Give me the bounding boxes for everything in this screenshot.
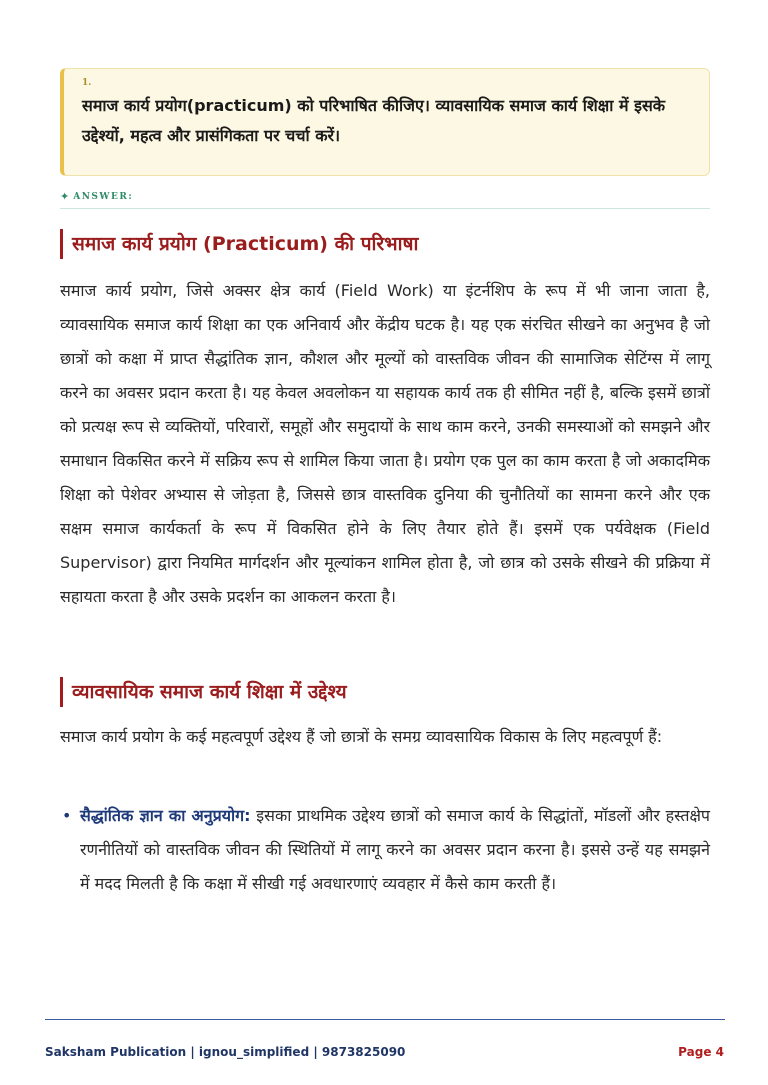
bullet-term: सैद्धांतिक ज्ञान का अनुप्रयोग: bbox=[80, 806, 251, 825]
answer-label-row bbox=[60, 186, 710, 209]
question-text: समाज कार्य प्रयोग(practicum) को परिभाषित कीजिए। व्यावसायिक समाज कार्य शिक्षा में इसके उद्देश्यों, महत्व और प्रासंगिकता पर चर्चा करें। bbox=[82, 96, 666, 145]
question-number: 1. bbox=[82, 78, 92, 88]
list-item bbox=[60, 799, 710, 901]
definition-paragraph: समाज कार्य प्रयोग, जिसे अक्सर क्षेत्र कार्य (Field Work) या इंटर्नशिप के रूप में भी जाना जाता है, व्यावसायिक समाज कार्य शिक्षा का एक अनिवार्य और केंद्रीय घटक है। यह एक संरचित सीखने का अनुभव है जो छात्रों को कक्षा में प्राप्त सैद्धांतिक ज्ञान, कौशल और मूल्यों को वास्तविक जीवन की सामाजिक सेटिंग्स में लागू करने का अवसर प्रदान करता है। यह केवल अवलोकन या सहायक कार्य तक ही सीमित नहीं है, बल्कि इसमें छात्रों को प्रत्यक्ष रूप से व्यक्तियों, परिवारों, समूहों और समुदायों के साथ काम करने, उनकी समस्याओं को समझने और समाधान विकसित करने में सक्रिय रूप से शामिल किया जाता है। प्रयोग एक पुल का काम करता है जो अकादमिक शिक्षा को पेशेवर अभ्यास से जोड़ता है, जिससे छात्र वास्तविक दुनिया की चुनौतियों का सामना करने और एक सक्षम समाज कार्यकर्ता के रूप में विकसित होने के लिए तैयार होते हैं। इसमें एक पर्यवेक्षक (Field Supervisor) द्वारा नियमित मार्गदर्शन और मूल्यांकन शामिल होता है, जो छात्र को उसके सीखने की प्रक्रिया में सहायता करता है और उसके प्रदर्शन का आकलन करता है। bbox=[60, 281, 710, 606]
section-heading-objectives: व्यावसायिक समाज कार्य शिक्षा में उद्देश्य bbox=[60, 677, 710, 707]
page-number: Page 4 bbox=[678, 1045, 724, 1059]
footer-publisher: Saksham Publication | ignou_simplified | 9873825090 bbox=[45, 1045, 406, 1059]
question-box bbox=[60, 68, 710, 176]
sparkle-icon: ✦ bbox=[60, 190, 70, 203]
bullet-text: इसका प्राथमिक उद्देश्य छात्रों को समाज कार्य के सिद्धांतों, मॉडलों और हस्तक्षेप रणनीतियों को वास्तविक जीवन की स्थितियों में लागू करने का अवसर प्रदान करना है। इससे उन्हें यह समझने में मदद मिलती है कि कक्षा में सीखी गई अवधारणाएं व्यवहार में कैसे काम करती हैं। bbox=[80, 806, 710, 893]
objectives-intro-paragraph: समाज कार्य प्रयोग के कई महत्वपूर्ण उद्देश्य हैं जो छात्रों के समग्र व्यावसायिक विकास के लिए महत्वपूर्ण हैं: bbox=[60, 727, 663, 746]
answer-label: ANSWER: bbox=[73, 192, 134, 202]
bullet-icon: • bbox=[62, 806, 72, 825]
footer-divider bbox=[45, 1019, 725, 1020]
section-heading-definition: समाज कार्य प्रयोग (Practicum) की परिभाषा bbox=[60, 229, 710, 259]
objectives-list bbox=[60, 799, 710, 901]
